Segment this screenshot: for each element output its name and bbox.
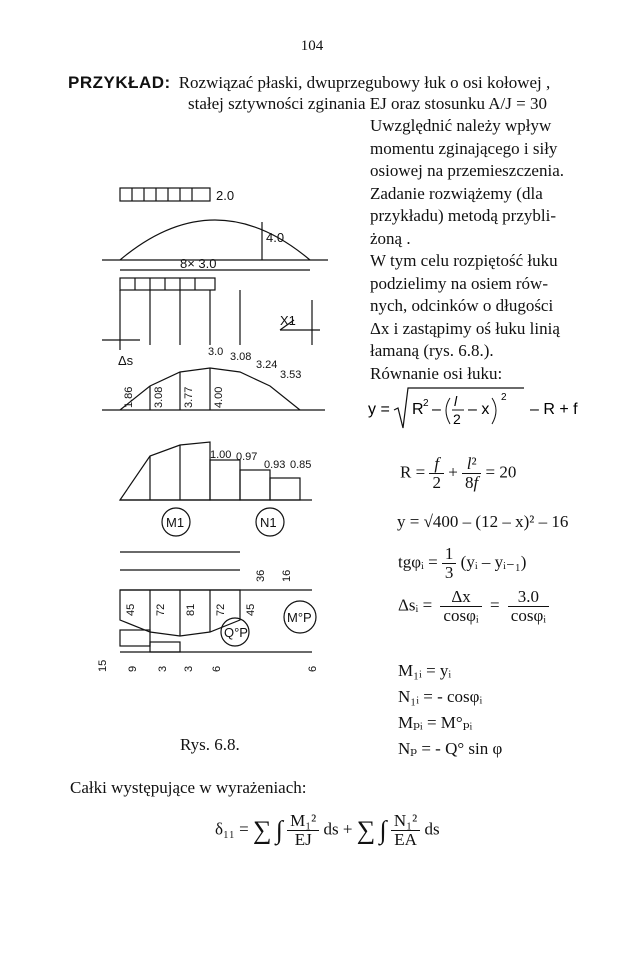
qp-value: 36 — [255, 569, 267, 582]
example-line-2: stałej sztywności zginania EJ oraz stosunku A/J = 30 — [188, 94, 547, 113]
mp-label: M°P — [287, 610, 312, 625]
fraction: $\frac{\text{N₁²}}{EA}$ — [391, 812, 420, 849]
bottom-value: 9 — [127, 665, 139, 672]
svg-text:2: 2 — [501, 392, 507, 403]
fraction: $\frac{\text{l²}}{8f}$ — [462, 455, 481, 492]
bottom-value: 3 — [157, 665, 169, 672]
text-line: żoną . — [370, 228, 411, 248]
svg-text:l: l — [454, 393, 458, 409]
svg-text:2: 2 — [423, 398, 429, 409]
tangent-equation — [398, 545, 526, 582]
y-numeric-equation: y = √400 – (12 – x)² – 16 — [397, 512, 569, 531]
eq-r-rhs: = 20 — [485, 462, 517, 482]
arc-equation — [368, 384, 608, 436]
text-line: osiowej na przemieszczenia. — [370, 161, 564, 180]
eq-tg-rhs: (yᵢ – yᵢ₋₁) — [460, 552, 527, 572]
integrals-intro: Całki występujące w wyrażeniach: — [70, 778, 307, 797]
m1-label: M1 — [166, 515, 185, 530]
bottom-value: 15 — [97, 659, 109, 672]
svg-text:–: – — [432, 401, 441, 418]
bottom-value: 3 — [183, 665, 195, 672]
ordinate: 1.86 — [123, 386, 135, 408]
text-line: łamaną (rys. 6.8.). — [370, 341, 494, 360]
example-line-1: Rozwiązać płaski, dwuprzegubowy łuk o osi kołowej , — [178, 73, 551, 92]
mp-value: 72 — [215, 603, 227, 616]
arc-equation-graphic — [368, 384, 608, 436]
text-line: momentu zginającego i siły — [370, 138, 558, 158]
qp-value: 16 — [281, 569, 293, 582]
fraction: $\frac{\text{M₁²}}{EJ}$ — [287, 812, 319, 849]
text-line: W tym celu rozpiętość łuku — [370, 251, 558, 270]
seg-length: 3.53 — [280, 369, 302, 381]
seg-length: 3.08 — [230, 351, 252, 363]
eq-y-lhs: y = — [368, 401, 390, 418]
eq-r-lhs: R = — [400, 462, 426, 482]
ds-equation: Δsᵢ = $\frac{\Delta x}{\text{cosφᵢ}}$ = $\frac{3.0}{\text{cosφᵢ}}$ — [398, 588, 553, 625]
example-heading — [68, 72, 550, 94]
fraction: $\frac{f}{2}$ — [429, 455, 444, 492]
definition-m1: M₁ᵢ = yᵢ — [398, 661, 452, 680]
mp-value: 72 — [155, 603, 167, 616]
page-number: 104 — [300, 38, 324, 54]
eq-tg-lhs: tgφᵢ = — [398, 552, 438, 572]
ordinate: 3.08 — [153, 386, 165, 408]
seg-length: 3.24 — [256, 359, 278, 371]
svg-text:2: 2 — [453, 411, 461, 427]
ds-label: Δs — [118, 353, 134, 368]
text-line: przykładu) metodą przybli- — [370, 206, 556, 225]
fraction: $\frac{3.0}{\text{cosφᵢ}}$ — [508, 588, 549, 625]
arch-figure — [80, 180, 350, 680]
bottom-value: 6 — [307, 665, 319, 672]
fraction: $\frac{\Delta x}{\text{cosφᵢ}}$ — [440, 588, 481, 625]
seg-length: 3.0 — [208, 346, 224, 358]
text-line: Δx i zastąpimy oś łuku linią — [370, 318, 560, 338]
cos-value: 0.93 — [264, 459, 286, 471]
mp-value: 45 — [245, 603, 257, 616]
integral-lhs: δ₁₁ = — [215, 819, 249, 839]
mp-value: 81 — [185, 603, 197, 616]
load-value: 2.0 — [216, 188, 235, 203]
fraction: $\frac{1}{3}$ — [442, 545, 457, 582]
svg-text:R: R — [412, 401, 424, 418]
integral-equation: δ₁₁ = ∑ ∫ $\frac{\text{M₁²}}{EJ}$ ds + ∑ ∫ $\frac{\text{N₁²}}{EA}$ ds — [215, 811, 440, 849]
definitions-block — [398, 658, 502, 762]
x1-label: X1 — [280, 313, 296, 328]
text-line: Zadanie rozwiążemy (dla — [370, 183, 543, 203]
bottom-value: 6 — [211, 665, 223, 672]
qp-label: Q°P — [224, 625, 248, 640]
span-value: 8× 3.0 — [180, 256, 217, 271]
definition-np: Nₚ = - Q° sin φ — [398, 739, 503, 758]
svg-text:– x: – x — [468, 401, 490, 418]
rise-value: 4.0 — [266, 230, 285, 245]
text-line: Równanie osi łuku: — [370, 363, 503, 383]
cos-value: 0.85 — [290, 459, 312, 471]
cos-value: 0.97 — [236, 451, 258, 463]
text-line: nych, odcinków o długości — [370, 296, 554, 315]
cos-value: 1.00 — [210, 449, 232, 461]
text-line: podzielimy na osiem rów- — [370, 273, 548, 293]
eq-y-rhs: – R + f — [530, 401, 578, 418]
eq-ds-lhs: Δsᵢ = — [398, 595, 433, 615]
text-line: Uwzględnić należy wpływ — [370, 116, 552, 135]
example-label: PRZYKŁAD: — [68, 73, 171, 92]
figure-caption: Rys. 6.8. — [180, 735, 240, 754]
mp-value: 45 — [125, 603, 137, 616]
ordinate: 4.00 — [213, 386, 225, 408]
definition-mp: Mₚᵢ = M°ₚᵢ — [398, 713, 473, 732]
ordinate: 3.77 — [183, 386, 195, 408]
n1-label: N1 — [260, 515, 277, 530]
radius-equation: R = $\frac{f}{2}$ + $\frac{\text{l²}}{8f}$ = 20 — [400, 454, 517, 492]
definition-n1: N₁ᵢ = - cosφᵢ — [398, 687, 483, 706]
right-text-block — [370, 115, 600, 385]
